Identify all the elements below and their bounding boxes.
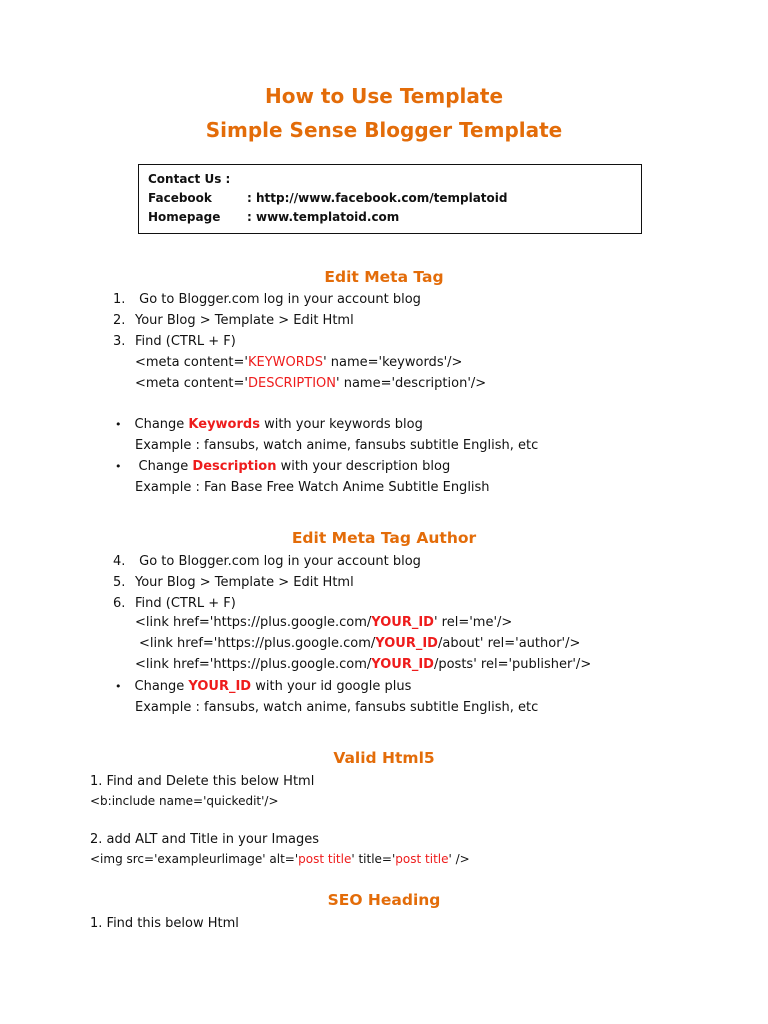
list-item bbox=[113, 292, 421, 308]
bullet-icon: • bbox=[115, 418, 122, 431]
list-number: 4. bbox=[113, 554, 126, 569]
list-text: Go to Blogger.com log in your account blog bbox=[139, 554, 421, 569]
list-item bbox=[113, 554, 421, 570]
code-line-link-author bbox=[139, 636, 580, 652]
list-text: Your Blog > Template > Edit Html bbox=[135, 313, 354, 328]
list-number: 3. bbox=[113, 334, 126, 349]
list-number: 6. bbox=[113, 596, 126, 611]
code-line: <b:include name='quickedit'/> bbox=[90, 794, 279, 808]
bullet-item-description bbox=[115, 459, 450, 475]
step-line: 1. Find and Delete this below Html bbox=[90, 774, 315, 789]
bullet-icon: • bbox=[115, 680, 122, 693]
step-line: 2. add ALT and Title in your Images bbox=[90, 832, 319, 847]
code-highlight: post title bbox=[298, 852, 352, 866]
contact-facebook-row bbox=[148, 191, 508, 205]
facebook-link[interactable]: : http://www.facebook.com/templatoid bbox=[247, 191, 508, 205]
bullet-text: with your keywords blog bbox=[259, 417, 423, 432]
code-text: <img src='exampleurlimage' alt=' bbox=[90, 852, 299, 866]
homepage-label: Homepage bbox=[148, 210, 221, 224]
list-item bbox=[113, 575, 354, 591]
list-number: 1. bbox=[113, 292, 126, 307]
code-text: ' name='description'/> bbox=[336, 376, 487, 391]
section-heading-seo-heading: SEO Heading bbox=[327, 891, 441, 909]
contact-heading: Contact Us : bbox=[148, 172, 231, 186]
list-text: Your Blog > Template > Edit Html bbox=[135, 575, 354, 590]
list-number: 5. bbox=[113, 575, 126, 590]
facebook-label: Facebook bbox=[148, 191, 212, 205]
list-item bbox=[113, 334, 236, 350]
code-text: <link href='https://plus.google.com/ bbox=[139, 636, 376, 651]
code-line-keywords bbox=[135, 355, 462, 371]
bullet-highlight: YOUR_ID bbox=[188, 679, 252, 694]
code-line-img bbox=[90, 852, 470, 867]
code-line-description bbox=[135, 376, 486, 392]
bullet-text: Change bbox=[134, 679, 189, 694]
code-line-link-me bbox=[135, 615, 512, 631]
bullet-example: Example : Fan Base Free Watch Anime Subtitle English bbox=[135, 480, 490, 495]
code-highlight: post title bbox=[395, 852, 449, 866]
list-text: Find (CTRL + F) bbox=[135, 596, 236, 611]
code-highlight: YOUR_ID bbox=[371, 657, 434, 672]
bullet-text: Change bbox=[138, 459, 193, 474]
bullet-text: with your description blog bbox=[276, 459, 451, 474]
code-text: /posts' rel='publisher'/> bbox=[433, 657, 592, 672]
bullet-example: Example : fansubs, watch anime, fansubs subtitle English, etc bbox=[135, 438, 539, 453]
code-text: <link href='https://plus.google.com/ bbox=[135, 615, 372, 630]
document-subtitle: Simple Sense Blogger Template bbox=[205, 118, 563, 142]
code-text: <link href='https://plus.google.com/ bbox=[135, 657, 372, 672]
bullet-item-your-id bbox=[115, 679, 411, 695]
code-text: ' rel='me'/> bbox=[433, 615, 513, 630]
contact-box bbox=[138, 164, 642, 234]
code-line-link-publisher bbox=[135, 657, 591, 673]
code-highlight: DESCRIPTION bbox=[248, 376, 336, 391]
bullet-highlight: Keywords bbox=[188, 417, 260, 432]
code-highlight: YOUR_ID bbox=[375, 636, 438, 651]
code-text: ' name='keywords'/> bbox=[323, 355, 463, 370]
section-heading-edit-meta-tag: Edit Meta Tag bbox=[324, 268, 444, 286]
bullet-example: Example : fansubs, watch anime, fansubs subtitle English, etc bbox=[135, 700, 539, 715]
list-text: Find (CTRL + F) bbox=[135, 334, 236, 349]
list-text: Go to Blogger.com log in your account blog bbox=[139, 292, 421, 307]
list-item bbox=[113, 596, 236, 612]
bullet-text: with your id google plus bbox=[251, 679, 412, 694]
code-highlight: YOUR_ID bbox=[371, 615, 434, 630]
bullet-text: Change bbox=[134, 417, 189, 432]
list-number: 2. bbox=[113, 313, 126, 328]
code-text: <meta content=' bbox=[135, 355, 248, 370]
code-text: <meta content=' bbox=[135, 376, 248, 391]
homepage-link[interactable]: : www.templatoid.com bbox=[247, 210, 400, 224]
code-text: /about' rel='author'/> bbox=[437, 636, 581, 651]
list-item bbox=[113, 313, 354, 329]
document-title: How to Use Template bbox=[264, 84, 504, 108]
section-heading-valid-html5: Valid Html5 bbox=[333, 749, 435, 767]
code-text: ' title=' bbox=[351, 852, 396, 866]
bullet-icon: • bbox=[115, 460, 122, 473]
contact-homepage-row bbox=[148, 210, 400, 224]
section-heading-edit-meta-tag-author: Edit Meta Tag Author bbox=[291, 529, 477, 547]
step-line: 1. Find this below Html bbox=[90, 916, 239, 931]
code-highlight: KEYWORDS bbox=[248, 355, 324, 370]
bullet-item-keywords bbox=[115, 417, 423, 433]
bullet-highlight: Description bbox=[192, 459, 277, 474]
code-text: ' /> bbox=[448, 852, 470, 866]
